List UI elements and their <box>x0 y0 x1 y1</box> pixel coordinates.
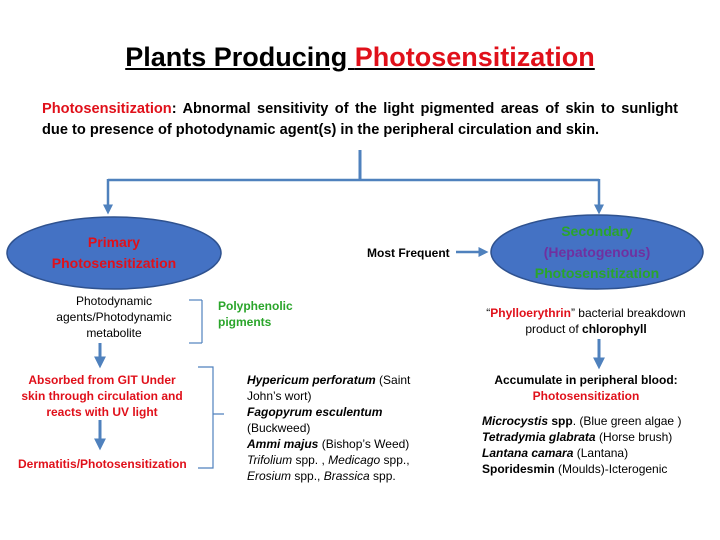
accumulate-text <box>470 372 702 404</box>
most-frequent-label: Most Frequent <box>367 246 450 260</box>
primary-plants-list <box>247 372 422 484</box>
secondary-plants-list <box>482 413 714 477</box>
medicago-name: Medicago <box>328 453 381 467</box>
plant-genera <box>247 452 422 484</box>
secondary-line2: (Hepatogenous) <box>543 244 651 260</box>
phylloerythrin-middle: bacterial breakdown product of <box>525 306 686 336</box>
phylloerythrin-chlorophyll: chlorophyll <box>582 322 647 336</box>
erosium-spp: spp., <box>291 469 324 483</box>
secondary-line3: Photosensitization <box>534 265 660 281</box>
microcystis-spp: spp <box>548 414 573 428</box>
phylloerythrin-text <box>470 305 702 337</box>
title-highlight: Photosensitization <box>354 42 595 72</box>
definition-text: : Abnormal sensitivity of the light pigmented areas of skin to sunlight due to presence of photodynamic agent(s) in the peripheral circulation and skin. <box>42 101 678 138</box>
hypericum-common: (Saint John’s wort) <box>247 373 411 403</box>
secondary-line1: Secondary <box>561 223 633 239</box>
plant-ammi <box>247 436 422 452</box>
primary-line1: Primary <box>87 234 141 250</box>
trifolium-name: Trifolium <box>247 453 293 467</box>
phylloerythrin-open-quote: “ <box>486 306 491 320</box>
erosium-name: Erosium <box>247 469 292 483</box>
lantana-common: (Lantana) <box>573 446 629 460</box>
fagopyrum-name: Fagopyrum esculentum <box>247 405 383 419</box>
absorbed-text: Absorbed from GIT Under skin through circulation and reacts with UV light <box>21 373 183 419</box>
plant-fagopyrum <box>247 404 422 436</box>
brassica-name: Brassica <box>323 469 370 483</box>
definition-term: Photosensitization <box>42 101 172 117</box>
plant-microcystis <box>482 413 714 429</box>
brassica-spp: spp. <box>369 469 396 483</box>
photodynamic-agents-text: Photodynamic agents/Photodynamic metabolite <box>56 294 172 340</box>
fagopyrum-common: (Buckweed) <box>247 421 311 435</box>
ammi-common: (Bishop’s Weed) <box>318 437 410 451</box>
microcystis-common: . (Blue green algae ) <box>572 414 682 428</box>
phylloerythrin-name: Phylloerythrin <box>490 306 571 320</box>
dermatitis-text: Dermatitis/Photosensitization <box>18 457 187 471</box>
microcystis-name: Microcystis <box>482 414 549 428</box>
sporidesmin-common: (Moulds)-Icterogenic <box>554 462 668 476</box>
plant-sporidesmin <box>482 461 714 477</box>
sporidesmin-name: Sporidesmin <box>482 462 555 476</box>
primary-label <box>14 232 214 274</box>
hypericum-name: Hypericum perforatum <box>247 373 376 387</box>
polyphenolic-text: Polyphenolic pigments <box>218 299 293 329</box>
plant-hypericum <box>247 372 422 404</box>
lantana-name: Lantana camara <box>482 446 574 460</box>
accumulate-line1: Accumulate in peripheral blood: <box>494 373 678 387</box>
title-prefix: Plants Producing <box>125 42 355 72</box>
phylloerythrin-close-quote: ” <box>570 306 575 320</box>
ammi-name: Ammi majus <box>247 437 319 451</box>
plant-tetradymia <box>482 429 714 445</box>
tetradymia-common: (Horse brush) <box>595 430 673 444</box>
plant-lantana <box>482 445 714 461</box>
primary-plants-bracket <box>198 367 224 468</box>
tetradymia-name: Tetradymia glabrata <box>482 430 596 444</box>
medicago-spp: spp., <box>380 453 410 467</box>
accumulate-line2: Photosensitization <box>532 389 640 403</box>
secondary-label <box>497 221 697 284</box>
primary-line2: Photosensitization <box>51 255 177 271</box>
trifolium-spp: spp. , <box>292 453 329 467</box>
